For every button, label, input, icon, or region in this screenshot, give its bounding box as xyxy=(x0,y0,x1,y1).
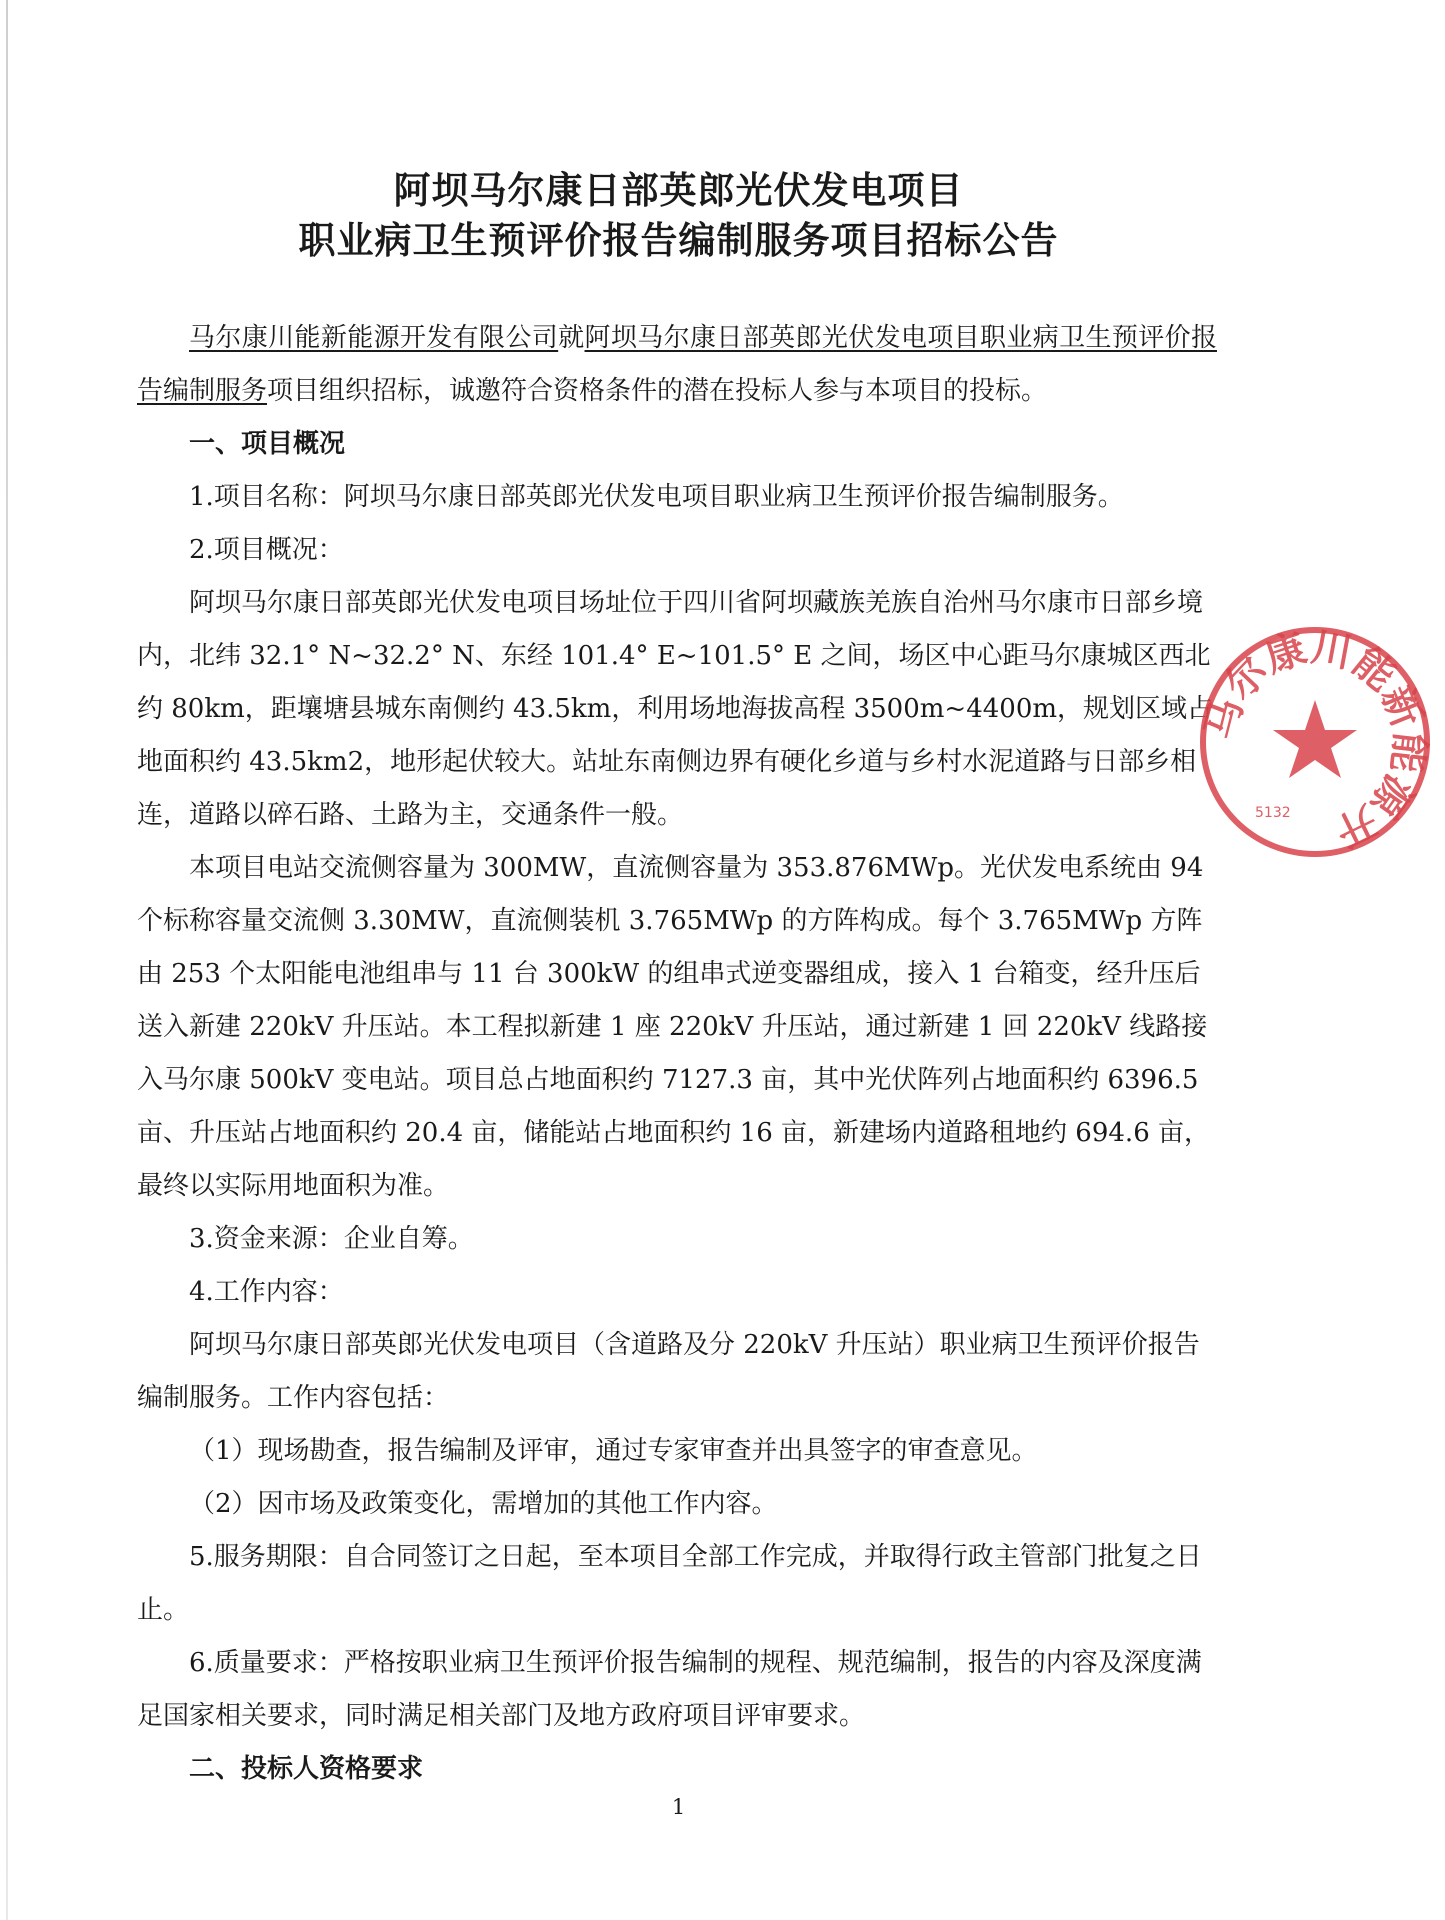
item-funding: 3.资金来源：企业自筹。 xyxy=(189,1224,474,1254)
title-line-1: 阿坝马尔康日部英郎光伏发电项目 xyxy=(393,168,964,212)
seal-code: 5132 xyxy=(1255,805,1291,821)
item-project-overview-label: 2.项目概况： xyxy=(189,535,344,565)
overview-paragraph-site: 阿坝马尔康日部英郎光伏发电项目场址位于四川省阿坝藏族羌族自治州马尔康市日部乡境内，北纬 32.1° N~32.2° N、东经 101.4° E~101.5° E 之间，场区中心距马尔康城区西北约 80km，距壤塘县城东南侧约 43.5km，利用场地海拔高程 3500m~4400m，规划区域占地面积约 43.5km2，地形起伏较大。站址东南侧边界有硬化乡道与乡村水泥道路与日部乡相连，道路以碎石路、土路为主，交通条件一般。 xyxy=(137,588,1214,830)
scan-edge-line xyxy=(6,0,8,1920)
company-name: 马尔康川能新能源开发有限公司 xyxy=(189,323,559,353)
seal-text-path: 马尔康川能新能源开 xyxy=(1197,624,1433,855)
intro-rest: 项目组织招标，诚邀符合资格条件的潜在投标人参与本项目的投标。 xyxy=(267,376,1048,406)
title-line-2: 职业病卫生预评价报告编制服务项目招标公告 xyxy=(298,218,1059,262)
seal-star-icon xyxy=(1273,700,1357,778)
item-service-period: 5.服务期限：自合同签订之日起，至本项目全部工作完成，并取得行政主管部门批复之日止。 xyxy=(137,1542,1202,1625)
company-seal-icon xyxy=(1185,612,1445,872)
project-name: 阿坝马尔康日部英郎光伏发电项目职业病卫生预评价报告编制服务 xyxy=(137,323,1217,406)
intro-connector: 就 xyxy=(558,323,585,353)
work-content-sub-1: （1）现场勘查，报告编制及评审，通过专家审查并出具签字的审查意见。 xyxy=(189,1436,1038,1466)
item-work-content-label: 4.工作内容： xyxy=(189,1277,344,1307)
section-heading-qualification: 二、投标人资格要求 xyxy=(189,1754,424,1784)
item-project-name: 1.项目名称：阿坝马尔康日部英郎光伏发电项目职业病卫生预评价报告编制服务。 xyxy=(189,482,1124,512)
work-content-paragraph: 阿坝马尔康日部英郎光伏发电项目（含道路及分 220kV 升压站）职业病卫生预评价报告编制服务。工作内容包括： xyxy=(137,1330,1200,1413)
overview-paragraph-capacity: 本项目电站交流侧容量为 300MW，直流侧容量为 353.876MWp。光伏发电系统由 94 个标称容量交流侧 3.30MW，直流侧装机 3.765MWp 的方阵构成。每个 3.765MWp 方阵由 253 个太阳能电池组串与 11 台 300kW 的组串式逆变器组成，接入 1 台箱变，经升压后送入新建 220kV 升压站。本工程拟新建 1 座 220kV 升压站，通过新建 1 回 220kV 线路接入马尔康 500kV 变电站。项目总占地面积约 7127.3 亩，其中光伏阵列占地面积约 6396.5 亩、升压站占地面积约 20.4 亩，储能站占地面积约 16 亩，新建场内道路租地约 694.6 亩，最终以实际用地面积为准。 xyxy=(137,853,1210,1201)
page-number: 1 xyxy=(671,1795,686,1819)
work-content-sub-2: （2）因市场及政策变化，需增加的其他工作内容。 xyxy=(189,1489,778,1519)
intro-paragraph xyxy=(137,312,1217,418)
document-body xyxy=(137,312,1217,1796)
item-quality-requirement: 6.质量要求：严格按职业病卫生预评价报告编制的规程、规范编制，报告的内容及深度满足国家相关要求，同时满足相关部门及地方政府项目评审要求。 xyxy=(137,1648,1202,1731)
section-heading-overview: 一、项目概况 xyxy=(189,429,346,459)
